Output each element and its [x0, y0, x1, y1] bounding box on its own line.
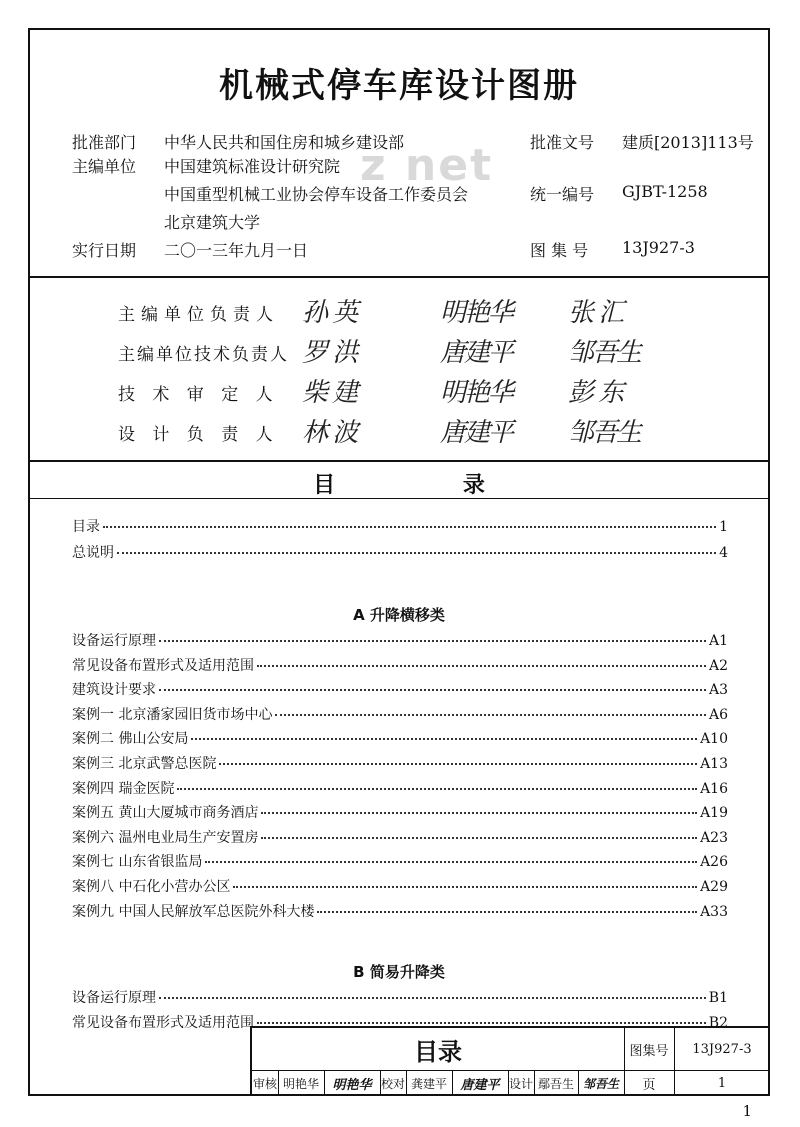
toc-entry[interactable]: [72, 728, 728, 748]
toc-leader-dots: [219, 762, 697, 765]
title-block-vline: [278, 1070, 279, 1096]
toc-entry-label: 总说明: [72, 545, 114, 561]
toc-section-heading: A 升降横移类: [353, 606, 445, 624]
title-block-page-value: 1: [717, 1075, 727, 1091]
check-label: 校对: [380, 1076, 405, 1091]
title-block-atlas-value: 13J927-3: [692, 1041, 752, 1057]
toc-leader-dots: [257, 664, 706, 667]
toc-entry[interactable]: [72, 802, 728, 822]
toc-entry[interactable]: [72, 901, 728, 921]
title-block-vline: [324, 1070, 325, 1096]
signature-3-2: 明艳华: [440, 378, 513, 408]
toc-entry-label: 案例六 温州电业局生产安置房: [72, 829, 259, 846]
signature-2-3: 邹吾生: [568, 338, 641, 368]
toc-divider: [30, 498, 768, 499]
title-block-page-label: 页: [642, 1077, 656, 1093]
toc-entry[interactable]: [72, 827, 728, 847]
approval-dept-label: 批准部门: [72, 133, 137, 152]
toc-entry-page: B1: [708, 990, 728, 1007]
title-block-vline: [452, 1070, 453, 1096]
toc-leader-dots: [261, 811, 697, 814]
atlas-no-label: 图 集 号: [530, 241, 589, 260]
review-signature: 明艳华: [332, 1077, 372, 1093]
toc-entry-page: A29: [700, 879, 728, 895]
editor-1: 中国建筑标准设计研究院: [164, 157, 341, 176]
toc-leader-dots: [159, 688, 706, 691]
toc-entry-label: 案例八 中石化小营办公区: [72, 879, 231, 895]
toc-entry-label: 案例三 北京武警总医院: [72, 756, 217, 772]
signature-section: [30, 276, 768, 462]
review-label: 审核: [252, 1076, 277, 1091]
toc-entry-label: 设备运行原理: [72, 990, 156, 1007]
toc-entry[interactable]: [72, 753, 728, 773]
toc-leader-dots: [275, 713, 706, 716]
page-frame: [28, 28, 770, 1096]
review-name: 明艳华: [282, 1076, 319, 1091]
toc-entry[interactable]: [72, 679, 728, 699]
sig-role-3: 技 术 审 定 人: [118, 385, 279, 405]
title-block-vline: [534, 1070, 535, 1096]
signature-1-3: 张 汇: [568, 298, 623, 328]
signature-4-3: 邹吾生: [568, 418, 641, 448]
toc-entry-page: A33: [700, 903, 728, 920]
design-signature: 邹吾生: [582, 1076, 619, 1091]
signature-4-2: 唐建平: [440, 418, 513, 448]
toc-entry-page: A2: [708, 657, 728, 674]
toc-entry-label: 常见设备布置形式及适用范围: [72, 657, 254, 674]
title-block-vline: [406, 1070, 407, 1096]
toc-entry[interactable]: [72, 778, 728, 798]
toc-leader-dots: [159, 996, 706, 999]
toc-entry-label: 建筑设计要求: [72, 682, 156, 699]
editor-label: 主编单位: [72, 157, 137, 176]
toc-entry[interactable]: [72, 516, 728, 536]
toc-entry-page: A1: [708, 633, 728, 649]
toc-entry-page: A26: [700, 854, 728, 871]
design-name: 鄢吾生: [537, 1076, 574, 1091]
signature-1-1: 孙 英: [302, 298, 357, 328]
toc-entry-label: 常见设备布置形式及适用范围: [72, 1014, 254, 1031]
watermark: z net: [360, 140, 494, 191]
toc-entry-page: A16: [700, 780, 728, 797]
toc-entry-page: A13: [700, 756, 728, 772]
toc-entry-page: A23: [700, 829, 728, 846]
toc-leader-dots: [205, 860, 697, 863]
header-section: [30, 30, 768, 278]
toc-entry[interactable]: [72, 655, 728, 675]
signature-2-2: 唐建平: [440, 338, 513, 368]
sig-role-4: 设 计 负 责 人: [118, 425, 279, 445]
toc-entry[interactable]: [72, 542, 728, 562]
toc-leader-dots: [103, 525, 716, 528]
toc-entry-label: 案例七 山东省银监局: [72, 854, 203, 871]
toc-entry-label: 案例五 黄山大厦城市商务酒店: [72, 805, 259, 822]
sig-role-1: 主编单位负责人: [118, 305, 279, 325]
title-block-name: 目录: [414, 1037, 462, 1066]
signature-3-3: 彭 东: [568, 378, 623, 408]
toc-entry-label: 目录: [72, 519, 100, 535]
title-block: [250, 1026, 770, 1096]
effective-date: 二〇一三年九月一日: [164, 241, 309, 260]
page-number: 1: [742, 1102, 752, 1120]
toc-entry[interactable]: [72, 630, 728, 650]
toc-entry-page: A10: [700, 731, 728, 748]
toc-entry-label: 设备运行原理: [72, 633, 156, 649]
toc-entry-page: A3: [708, 682, 728, 699]
unified-no: GJBT-1258: [622, 182, 708, 201]
toc-leader-dots: [233, 885, 697, 888]
title-block-vline: [578, 1070, 579, 1096]
title-block-atlas-label: 图集号: [629, 1043, 669, 1059]
toc-leader-dots: [261, 836, 697, 839]
toc-section-heading: B 简易升降类: [353, 963, 445, 982]
toc-entry[interactable]: [72, 987, 728, 1007]
toc-entry-page: 4: [719, 545, 728, 561]
approval-no: 建质[2013]113号: [622, 133, 754, 152]
title-block-vline: [380, 1070, 381, 1096]
toc-leader-dots: [257, 1021, 706, 1024]
signature-3-1: 柴 建: [302, 378, 357, 408]
toc-entry-label: 案例九 中国人民解放军总医院外科大楼: [72, 903, 315, 920]
toc-entry-page: A6: [708, 706, 728, 723]
atlas-no: 13J927-3: [622, 238, 695, 257]
check-name: 龚建平: [410, 1076, 447, 1091]
editor-3: 北京建筑大学: [164, 213, 261, 232]
signature-4-1: 林 波: [302, 418, 357, 448]
toc-leader-dots: [117, 551, 716, 554]
approval-dept: 中华人民共和国住房和城乡建设部: [164, 133, 405, 152]
effective-label: 实行日期: [72, 241, 137, 260]
title-block-vline: [508, 1070, 509, 1096]
toc-entry[interactable]: [72, 851, 728, 871]
toc-entry-page: 1: [719, 519, 728, 535]
toc-entry-label: 案例一 北京潘家园旧货市场中心: [72, 706, 273, 723]
toc-leader-dots: [317, 910, 697, 913]
signature-2-1: 罗 洪: [302, 338, 357, 368]
toc-leader-dots: [191, 737, 697, 740]
toc-entry[interactable]: [72, 704, 728, 724]
toc-entry-page: A19: [700, 805, 728, 822]
sig-role-2: 主编单位技术负责人: [118, 345, 289, 365]
signature-1-2: 明艳华: [440, 298, 513, 328]
unified-no-label: 统一编号: [530, 185, 595, 204]
toc-leader-dots: [159, 639, 706, 642]
check-signature: 唐建平: [460, 1077, 500, 1093]
toc-entry-label: 案例二 佛山公安局: [72, 731, 189, 748]
toc-leader-dots: [177, 787, 697, 790]
toc-entry[interactable]: [72, 876, 728, 896]
document-title: 机械式停车库设计图册: [219, 66, 579, 106]
toc-entry-label: 案例四 瑞金医院: [72, 780, 175, 797]
design-label: 设计: [508, 1076, 533, 1091]
toc-entry-page: B2: [708, 1014, 728, 1031]
approval-no-label: 批准文号: [530, 133, 595, 152]
toc-title: 目 录: [313, 472, 545, 498]
editor-2: 中国重型机械工业协会停车设备工作委员会: [164, 185, 469, 204]
